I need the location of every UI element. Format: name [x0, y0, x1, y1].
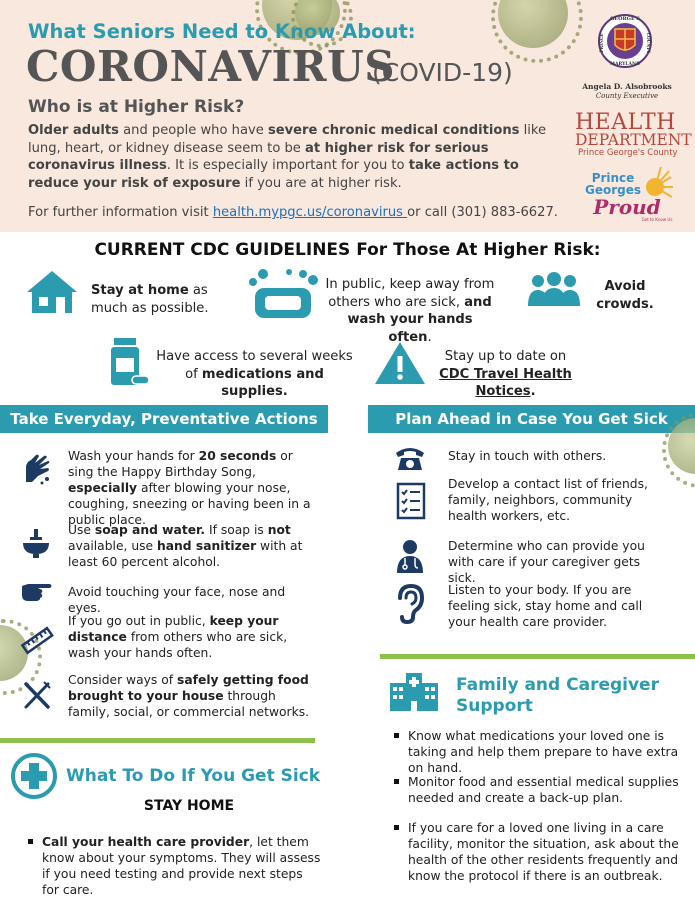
stay-home-heading: STAY HOME [143, 798, 235, 814]
sink-faucet-icon [20, 528, 52, 558]
section-divider [0, 738, 315, 743]
plan-item-listen-to-body: Listen to your body. If you are feeling sick, stay home and call your health care provider. [448, 583, 643, 629]
virus-illustration [668, 418, 695, 474]
health-dept-logo-line3: Prince George's County [578, 148, 678, 158]
county-seal [597, 9, 653, 79]
guideline-avoid-crowds: Avoid crowds. [596, 279, 654, 312]
svg-text:Prince: Prince [591, 171, 635, 185]
svg-text:PRINCE: PRINCE [599, 33, 604, 53]
everyday-item-soap: Use soap and water. If soap is not available, use hand sanitizer with at least 60 percent alcohol. [68, 523, 303, 569]
svg-text:COUNTY: COUNTY [646, 32, 651, 54]
telephone-icon [394, 445, 426, 471]
health-dept-logo-line2: DEPARTMENT [575, 131, 692, 149]
health-dept-logo-line1: HEALTH [575, 110, 676, 135]
svg-text:Proud: Proud [593, 195, 661, 219]
hand-washing-icon [22, 452, 52, 486]
doctor-icon [394, 538, 426, 574]
cdc-travel-link[interactable]: CDC Travel Health Notices [439, 366, 572, 399]
health-website-link[interactable]: health.mypgc.us/coronavirus [212, 205, 408, 220]
if-sick-bullet: Call your health care provider, let them know about your symptoms. They will assess if you need testing and provide next steps for care. [42, 835, 321, 897]
prince-georges-proud-logo [583, 165, 675, 223]
everyday-item-food: Consider ways of safely getting food brought to your house through family, social, or commercial networks. [68, 673, 310, 719]
guideline-stay-home: Stay at home as much as possible. [91, 283, 209, 316]
section-divider [380, 654, 695, 659]
warning-icon [373, 340, 427, 386]
page-title-suffix: (COVID-19) [372, 58, 513, 87]
pointing-hand-icon [20, 580, 54, 602]
risk-heading: Who is at Higher Risk? [28, 97, 245, 117]
crowd-icon [526, 272, 582, 308]
guideline-medications: Have access to several weeks of medications and supplies. [156, 349, 353, 399]
executive-title: County Executive [595, 92, 659, 100]
svg-text:Get to Know Us: Get to Know Us [641, 217, 673, 222]
family-bullet: Know what medications your loved one is taking and help them prepare to have extra on hand. [408, 728, 683, 776]
house-icon [24, 268, 80, 316]
info-line: For further information visit health.mypgc.us/coronavirus or call (301) 883-6627. [28, 205, 558, 220]
plan-ahead-heading: Plan Ahead in Case You Get Sick [368, 405, 695, 433]
if-sick-heading: What To Do If You Get Sick [66, 766, 321, 786]
guideline-keep-away: In public, keep away from others who are sick, and wash your hands often. [325, 277, 495, 345]
svg-text:Georges: Georges [584, 183, 642, 197]
plan-item-contact-list: Develop a contact list of friends, family, neighbors, community health workers, etc. [448, 477, 648, 523]
svg-text:MARYLAND: MARYLAND [610, 62, 640, 67]
ruler-distance-icon [20, 624, 54, 656]
guideline-travel-notices: Stay up to date on CDC Travel Health Notices. [439, 349, 572, 399]
svg-text:GEORGE'S: GEORGE'S [610, 16, 640, 22]
everyday-item-keep-distance: If you go out in public, keep your distance from others who are sick, wash your hands often. [68, 614, 288, 660]
family-support-heading: Family and Caregiver Support [456, 675, 659, 716]
cdc-guidelines-title: CURRENT CDC GUIDELINES For Those At Higher Risk: [94, 240, 601, 260]
everyday-item-wash-hands: Wash your hands for 20 seconds or sing the Happy Birthday Song, especially after blowing your nose, coughing, sneezing or having been in a public place. [68, 449, 311, 527]
family-bullet: If you care for a loved one living in a care facility, monitor the situation, ask about the health of the other residents frequently and know the protocol if there is an outbreak. [408, 820, 683, 884]
checklist-icon [396, 482, 426, 520]
medication-bottle-icon [108, 336, 150, 388]
virus-illustration [498, 0, 568, 48]
header-subtitle: What Seniors Need to Know About: [28, 20, 416, 43]
executive-name: Angela D. Alsobrooks [582, 82, 672, 91]
risk-paragraph: Older adults and people who have severe chronic medical conditions like lung, heart, or kidney disease seem to be at higher risk for serious coronavirus illness. It is especially important for you to take actions to reduce your risk of exposure if you are at higher risk. [28, 123, 547, 191]
everyday-item-avoid-touching: Avoid touching your face, nose and eyes. [68, 585, 286, 615]
hospital-building-icon [388, 667, 440, 711]
soap-bar-icon [245, 268, 320, 323]
fork-knife-icon [22, 680, 52, 710]
medical-cross-icon [10, 752, 58, 800]
page-title: CORONAVIRUS [26, 42, 396, 91]
everyday-actions-heading: Take Everyday, Preventative Actions [0, 405, 328, 433]
plan-item-stay-in-touch: Stay in touch with others. [448, 449, 607, 463]
ear-icon [396, 584, 424, 624]
family-bullet: Monitor food and essential medical supplies needed and create a back-up plan. [408, 774, 683, 806]
plan-item-caregiver: Determine who can provide you with care if your caregiver gets sick. [448, 539, 645, 585]
